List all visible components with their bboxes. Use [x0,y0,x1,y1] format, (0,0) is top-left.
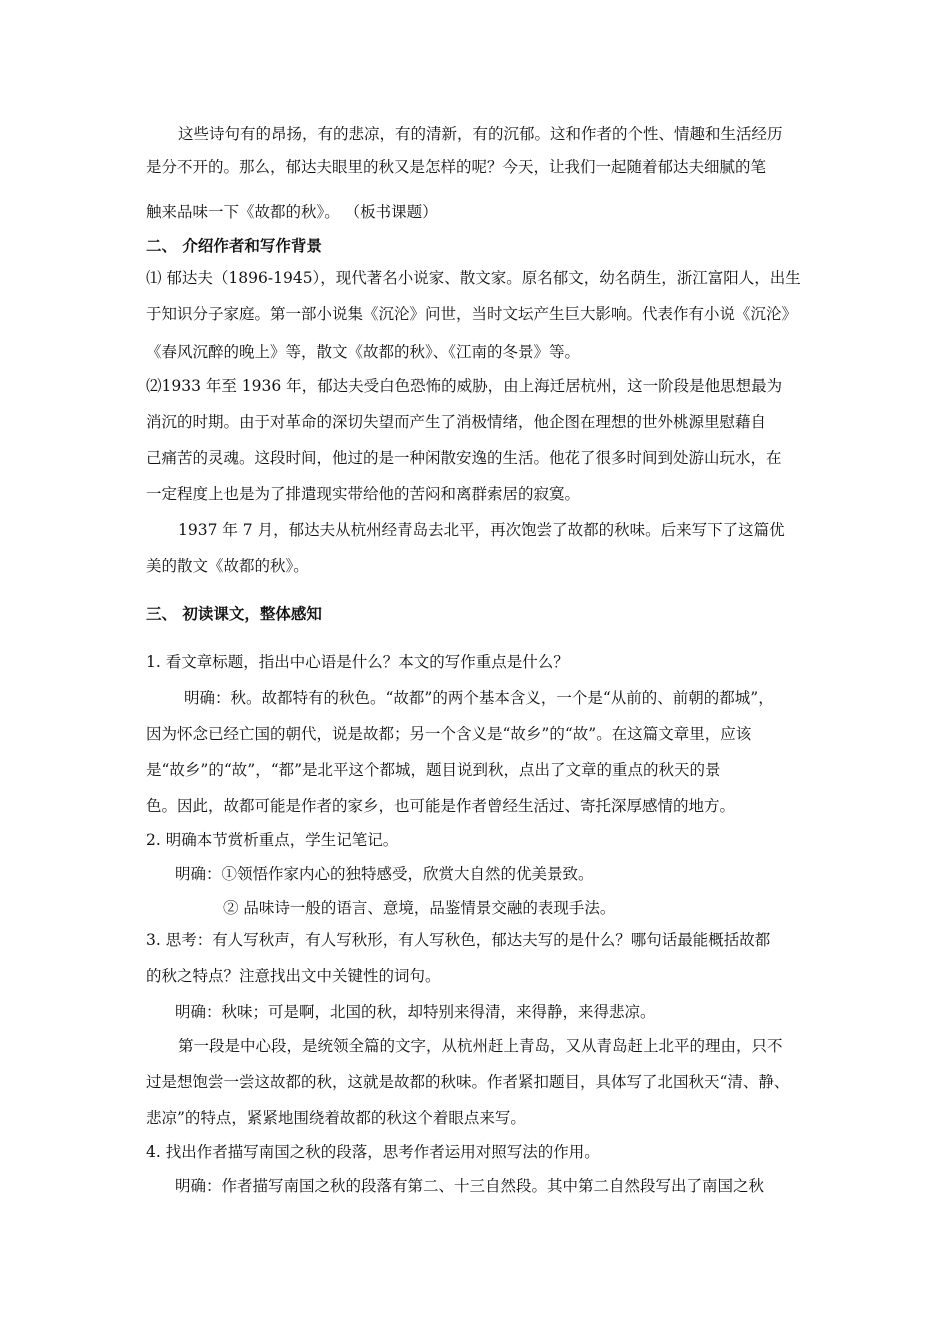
intro-line-2: 是分不开的。那么，郁达夫眼里的秋又是怎样的呢？今天，让我们一起随着郁达夫细腻的笔 [146,158,767,176]
background2-line-2: 美的散文《故都的秋》。 [146,557,309,575]
answer-1-line-2: 因为怀念已经亡国的朝代，说是故都；另一个含义是“故乡”的“故”。在这篇文章里，应该 [146,725,752,743]
central-paragraph-line-3: 悲凉”的特点，紧紧地围绕着故都的秋这个着眼点来写。 [146,1109,526,1127]
author-intro-line-2: 于知识分子家庭。第一部小说集《沉沦》问世，当时文坛产生巨大影响。代表作有小说《沉沦》 [146,305,798,323]
question-4: 4. 找出作者描写南国之秋的段落，思考作者运用对照写法的作用。 [146,1143,600,1161]
answer-1-line-1: 明确：秋。故都特有的秋色。“故都”的两个基本含义，一个是“从前的、前朝的都城”， [184,689,774,707]
answer-1-line-4: 色。因此，故都可能是作者的家乡，也可能是作者曾经生活过、寄托深厚感情的地方。 [146,797,736,815]
answer-2-line-1: 明确：①领悟作家内心的独特感受，欣赏大自然的优美景致。 [175,865,594,883]
section-2-heading: 二、 介绍作者和写作背景 [146,236,322,255]
central-paragraph-line-1: 第一段是中心段，是统领全篇的文字，从杭州赶上青岛，又从青岛赶上北平的理由，只不 [178,1037,783,1055]
background-line-2: 消沉的时期。由于对革命的深切失望而产生了消极情绪，他企图在理想的世外桃源里慰藉自 [146,413,767,431]
central-paragraph-line-2: 过是想饱尝一尝这故都的秋，这就是故都的秋味。作者紧扣题目，具体写了北国秋天“清、静、 [146,1073,790,1091]
intro-line-1: 这些诗句有的昂扬，有的悲凉，有的清新，有的沉郁。这和作者的个性、情趣和生活经历 [178,125,783,143]
background2-line-1: 1937 年 7 月，郁达夫从杭州经青岛去北平，再次饱尝了故都的秋味。后来写下了这篇优 [178,521,785,539]
author-intro-line-3: 《春风沉醉的晚上》等，散文《故都的秋》、《江南的冬景》等。 [146,343,581,361]
question-3-line-2: 的秋之特点？注意找出文中关键性的词句。 [146,967,441,985]
answer-3: 明确：秋味；可是啊，北国的秋，却特别来得清，来得静，来得悲凉。 [175,1003,656,1021]
answer-2-line-2: ② 品味诗一般的语言、意境，品鉴情景交融的表现手法。 [223,899,616,917]
question-1: 1. 看文章标题，指出中心语是什么？本文的写作重点是什么？ [146,653,569,671]
section-3-heading: 三、 初读课文，整体感知 [146,604,322,623]
intro-line-3: 触来品味一下《故都的秋》。 （板书课题） [146,203,438,221]
answer-1-line-3: 是“故乡”的“故”，“都”是北平这个都城，题目说到秋，点出了文章的重点的秋天的景 [146,761,721,779]
author-intro-line-1: ⑴ 郁达夫（1896-1945），现代著名小说家、散文家。原名郁文，幼名荫生，浙江富阳人，出生 [146,269,801,287]
answer-4: 明确：作者描写南国之秋的段落有第二、十三自然段。其中第二自然段写出了南国之秋 [175,1177,765,1195]
question-3-line-1: 3. 思考：有人写秋声，有人写秋形，有人写秋色，郁达夫写的是什么？哪句话最能概括故都 [146,931,771,949]
question-2: 2. 明确本节赏析重点，学生记笔记。 [146,831,399,849]
background-line-3: 己痛苦的灵魂。这段时间，他过的是一种闲散安逸的生活。他花了很多时间到处游山玩水，在 [146,449,782,467]
background-line-4: 一定程度上也是为了排遣现实带给他的苦闷和离群索居的寂寞。 [146,485,581,503]
background-line-1: ⑵1933 年至 1936 年，郁达夫受白色恐怖的威胁，由上海迁居杭州，这一阶段是他思想最为 [146,377,783,395]
